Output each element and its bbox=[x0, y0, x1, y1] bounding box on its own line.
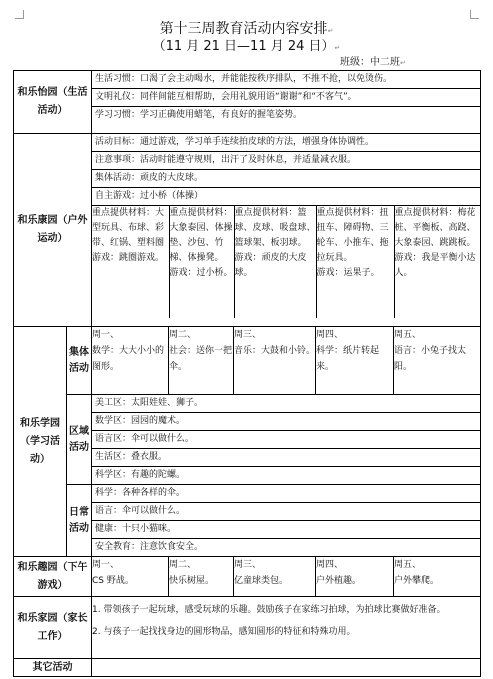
outdoor-content bbox=[92, 134, 481, 327]
day-label: 周五、 bbox=[394, 560, 422, 570]
home-line: 1. 带领孩子一起玩球，感受玩球的乐趣。鼓励孩子在家练习拍球，为拍球比赛做好准备。 bbox=[92, 605, 446, 615]
day-content: 数学：大大小小的图形。 bbox=[92, 346, 165, 372]
home-content bbox=[92, 597, 481, 659]
day-label: 周三、 bbox=[234, 560, 262, 570]
day-label: 周二、 bbox=[169, 330, 197, 340]
daily-line: 健康：十只小猫咪。 bbox=[92, 521, 480, 539]
life-line: 学习习惯：学习正确使用蜡笔，有良好的握笔姿势。 bbox=[95, 110, 303, 120]
day-label: 周一、 bbox=[92, 560, 120, 570]
day-content: 科学：纸片转起来。 bbox=[316, 346, 380, 372]
area-line: 科学区：有趣的陀螺。 bbox=[95, 470, 186, 480]
learning-section-label: 和乐学园（学习活动） bbox=[14, 327, 67, 557]
day-label: 周三、 bbox=[234, 330, 262, 340]
day-content: CS 野战。 bbox=[92, 576, 134, 586]
play-section-label: 和乐趣园（下午游戏） bbox=[14, 557, 92, 597]
game-text: 游戏：过小桥。 bbox=[169, 268, 233, 278]
outdoor-line: 自主游戏：过小桥（体操） bbox=[92, 188, 480, 206]
home-row bbox=[14, 597, 481, 659]
daily-line: 安全教育：注意饮食安全。 bbox=[95, 542, 204, 552]
outdoor-day-cell bbox=[234, 206, 316, 318]
home-section-label: 和乐家园（家长工作） bbox=[14, 597, 92, 659]
life-section-label: 和乐怡园（生活活动） bbox=[14, 71, 92, 134]
outdoor-day-cell bbox=[316, 206, 394, 318]
daily-line: 科学：各种各样的伞。 bbox=[92, 485, 480, 503]
materials-text: 重点提供材料：篮球、皮球、吸盘球、篮球架、板羽球。 bbox=[234, 208, 316, 248]
outdoor-materials-grid bbox=[92, 206, 481, 318]
area-line: 生活区：叠衣服。 bbox=[92, 449, 480, 467]
outdoor-day-cell bbox=[394, 206, 481, 318]
day-content: 亿童球类包。 bbox=[234, 576, 289, 586]
day-content: 户外攀爬。 bbox=[394, 576, 440, 586]
group-day-cell bbox=[169, 327, 234, 395]
materials-text: 重点提供材料：梅花桩、平衡板、高跷、大象泰园、跳跳板。 bbox=[394, 208, 476, 248]
outdoor-line: 活动目标：通过游戏，学习单手连续拍皮球的方法，增强身体协调性。 bbox=[92, 134, 480, 152]
day-content: 社会：送你一把伞。 bbox=[169, 346, 233, 372]
life-line: 生活习惯：口渴了会主动喝水，并能能按秩序排队，不推不抢，以免烫伤。 bbox=[92, 71, 480, 89]
outdoor-line: 集体活动：顽皮的大皮球。 bbox=[92, 170, 480, 188]
day-content: 户外植趣。 bbox=[316, 576, 362, 586]
group-day-cell bbox=[234, 327, 316, 395]
play-day-cell bbox=[316, 557, 394, 597]
area-line: 美工区：太阳娃娃、狮子。 bbox=[92, 395, 480, 413]
day-content: 语言：小兔子找太阳。 bbox=[394, 346, 467, 372]
play-day-cell bbox=[169, 557, 234, 597]
day-label: 周二、 bbox=[169, 560, 197, 570]
other-row bbox=[14, 659, 481, 677]
day-label: 周五、 bbox=[394, 330, 422, 340]
game-text: 游戏：顽皮的大皮球。 bbox=[234, 253, 307, 278]
day-label: 周一、 bbox=[92, 330, 120, 340]
group-day-cell bbox=[92, 327, 169, 395]
outdoor-section-label: 和乐康园（户外运动） bbox=[14, 134, 92, 327]
play-day-cell bbox=[92, 557, 169, 597]
corner-mark-left bbox=[15, 10, 24, 19]
daily-content bbox=[92, 485, 481, 557]
learning-area-row bbox=[14, 395, 481, 485]
day-content: 快乐树屋。 bbox=[169, 576, 215, 586]
play-row bbox=[14, 557, 481, 597]
game-text: 游戏：跳圈游戏。 bbox=[92, 253, 165, 263]
outdoor-day-cell bbox=[169, 206, 234, 318]
area-activity-label: 区域活动 bbox=[67, 395, 92, 485]
group-day-cell bbox=[394, 327, 481, 395]
game-text: 游戏：运果子。 bbox=[316, 268, 380, 278]
outdoor-day-cell bbox=[92, 206, 169, 318]
day-label: 周四、 bbox=[316, 560, 344, 570]
outdoor-row bbox=[14, 134, 481, 327]
day-content: 音乐：大鼓和小铃。 bbox=[234, 346, 316, 356]
daily-activity-label: 日常活动 bbox=[67, 485, 92, 557]
class-label: 班级：中二班↵ bbox=[340, 57, 406, 68]
materials-text: 重点提供材料：扭扭车、障碍物、三轮车、小推车、拖拉玩具。 bbox=[316, 208, 389, 263]
day-label: 周四、 bbox=[316, 330, 344, 340]
home-line: 2. 与孩子一起找找身边的圆形物品，感知圆形的特征和特殊功用。 bbox=[92, 627, 356, 637]
document-subtitle: （11 月 21 日—11 月 24 日）↵ bbox=[152, 39, 341, 54]
area-line: 数学区：园园的魔术。 bbox=[92, 413, 480, 431]
life-line: 文明礼仪：同伴间能互相帮助，会用礼貌用语“谢谢”和“不客气”。 bbox=[92, 89, 480, 107]
daily-line: 语言：伞可以做什么。 bbox=[92, 503, 480, 521]
other-content bbox=[92, 659, 481, 677]
area-content bbox=[92, 395, 481, 485]
other-section-label: 其它活动 bbox=[14, 659, 92, 677]
group-day-cell bbox=[316, 327, 394, 395]
schedule-table bbox=[13, 70, 481, 677]
area-line: 语言区：伞可以做什么。 bbox=[92, 431, 480, 449]
corner-mark-right bbox=[470, 10, 479, 19]
life-content bbox=[92, 71, 481, 134]
materials-text: 重点提供材料：大象泰园、体操垫、沙包、竹梯、体操凳。 bbox=[169, 208, 233, 263]
materials-text: 重点提供材料：大型玩具、布球、彩带、红锅、塑料圈 bbox=[92, 208, 165, 248]
group-activity-label: 集体活动 bbox=[67, 327, 92, 395]
learning-group-row bbox=[14, 327, 481, 395]
document-title: 第十三周教育活动内容安排↵ bbox=[159, 21, 334, 37]
life-row bbox=[14, 71, 481, 134]
outdoor-line: 注意事项：活动时能遵守规则，出汗了及时休息，并适量减衣服。 bbox=[92, 152, 480, 170]
learning-daily-row bbox=[14, 485, 481, 557]
play-day-cell bbox=[394, 557, 481, 597]
game-text: 游戏：我是平衡小达人。 bbox=[394, 253, 476, 278]
play-day-cell bbox=[234, 557, 316, 597]
